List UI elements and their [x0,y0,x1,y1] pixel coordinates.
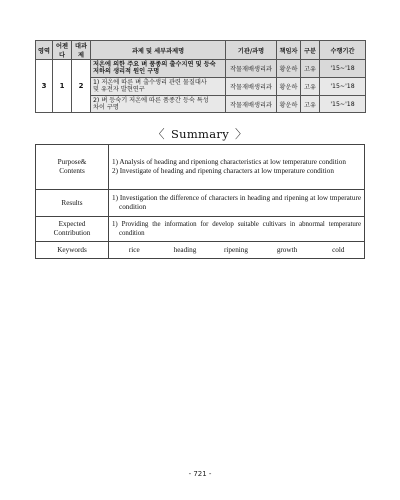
header-agenda: 어젠다 [53,41,72,60]
header-period: 수행기간 [320,41,366,60]
agenda-number: 1 [53,60,72,113]
keywords-label: Keywords [36,242,109,259]
results-label: Results [36,190,109,217]
results-content [109,190,365,217]
header-manager: 책임자 [277,41,301,60]
page-number: - 721 - [188,470,212,478]
area-number: 3 [36,60,53,113]
contribution-item: 1) Providing the information for develop suitable cultivars in abnormal temperature condition [112,220,362,237]
task-title-line: 저하의 생리적 원인 구명 [93,68,160,76]
purpose-content [109,145,365,190]
header-major-task: 대과제 [72,41,91,60]
purpose-label-line: Purpose& [57,158,87,166]
header-org: 기관/과명 [226,41,277,60]
research-task-table [35,40,366,113]
task-type: 고유 [301,95,320,113]
purpose-label [36,145,109,190]
task-org: 작물재배생리과 [226,60,277,78]
task-period: '15~'18 [320,77,366,95]
contribution-label [36,217,109,242]
header-task-name: 과제 및 세부과제명 [91,41,226,60]
summary-table [35,144,365,259]
keyword: growth [262,242,313,259]
results-row [36,190,365,217]
task-manager: 황운하 [277,77,301,95]
task-org: 작물재배생리과 [226,95,277,113]
task-title-line: 저온에 의한 주요 벼 품종의 출수지연 및 등숙 [93,61,216,68]
task-org: 작물재배생리과 [226,77,277,95]
keywords-row [36,242,365,259]
contribution-label-line: Contribution [53,229,91,237]
right-bracket: 〉 [235,127,248,141]
task-title-line: 2) 벼 등숙기 저온에 따른 품종간 등숙 특성 [93,96,209,104]
task-period: '15~'18 [320,95,366,113]
task-manager: 황운하 [277,60,301,78]
results-item: 1) Investigation the difference of characters in heading and ripening at low tmperature condition [112,193,362,211]
purpose-label-line: Contents [59,167,85,175]
table-header-row [36,41,366,60]
task-title-line: 1) 저온에 따른 벼 출수생리 관련 물질대사 [93,78,207,86]
subtask-title [91,77,226,95]
keyword: ripening [211,242,262,259]
contribution-content [109,217,365,242]
task-title-line: 및 유전자 발현연구 [93,86,145,94]
task-title [91,60,226,78]
task-type: 고유 [301,77,320,95]
task-type: 고유 [301,60,320,78]
purpose-item: 1) Analysis of heading and ripeniong characteristics at low temperature condition [112,157,346,166]
purpose-item: 2) Investigate of heading and ripening characters at low tmperature condition [112,167,334,175]
contribution-label-line: Expected [58,220,86,228]
subtask-title [91,95,226,113]
summary-title: Summary [170,127,230,141]
keyword: cold [313,242,365,259]
contribution-row [36,217,365,242]
major-task-number: 2 [72,60,91,113]
task-manager: 황운하 [277,95,301,113]
purpose-row [36,145,365,190]
task-period: '15~'18 [320,60,366,78]
table-row [36,60,366,78]
keyword: rice [109,242,160,259]
task-title-line: 차이 구명 [93,104,119,112]
keyword: heading [160,242,211,259]
header-area: 영역 [36,41,53,60]
header-type: 구분 [301,41,320,60]
left-bracket: 〈 [152,127,165,141]
summary-heading [0,125,400,142]
